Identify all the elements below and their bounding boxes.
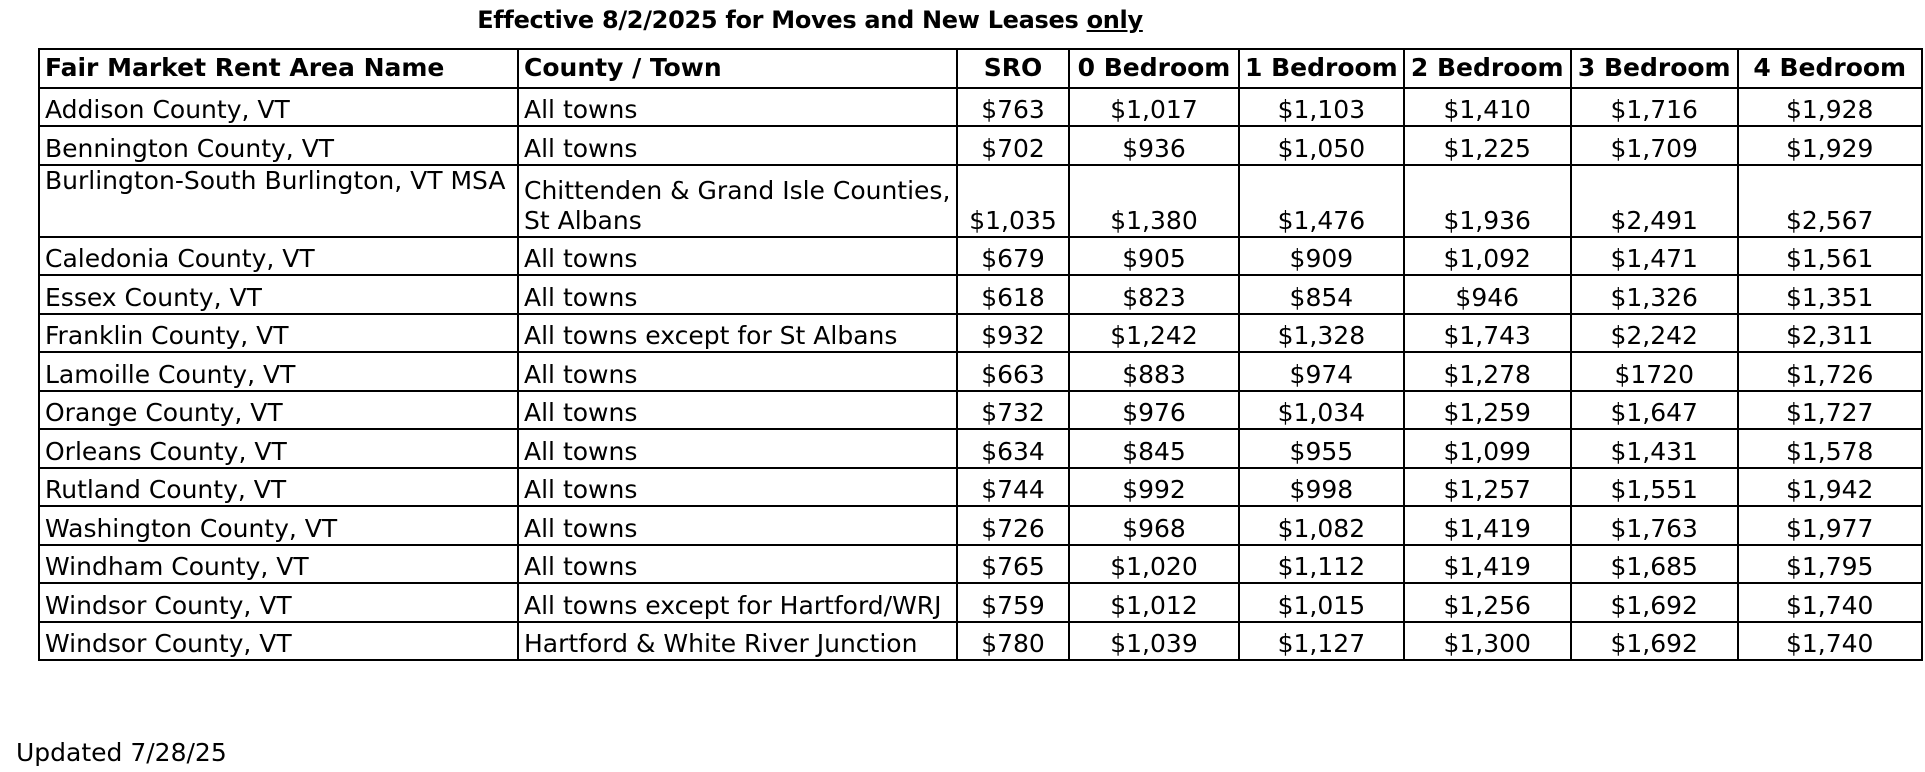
- 1-bedroom-rent-cell: $1,328: [1239, 314, 1404, 353]
- 1-bedroom-rent-cell: $1,476: [1239, 165, 1404, 237]
- 1-bedroom-rent-cell: $1,034: [1239, 391, 1404, 430]
- table-row: [39, 275, 1922, 314]
- 3-bedroom-rent-cell: $1,685: [1571, 545, 1738, 584]
- county-town-cell: All towns: [518, 506, 957, 545]
- county-town-cell: All towns except for St Albans: [518, 314, 957, 353]
- 3-bedroom-rent-cell: $1,647: [1571, 391, 1738, 430]
- 0-bedroom-rent-cell: $976: [1069, 391, 1239, 430]
- table-row: [39, 429, 1922, 468]
- 1-bedroom-rent-cell: $1,015: [1239, 583, 1404, 622]
- 0-bedroom-rent-cell: $1,380: [1069, 165, 1239, 237]
- 2-bedroom-rent-cell: $1,225: [1404, 126, 1571, 165]
- 0-bedroom-rent-cell: $1,012: [1069, 583, 1239, 622]
- 3-bedroom-rent-cell: $2,491: [1571, 165, 1738, 237]
- 2-bedroom-rent-cell: $1,099: [1404, 429, 1571, 468]
- sro-rent-cell: $763: [957, 88, 1069, 127]
- 4-bedroom-rent-cell: $1,726: [1738, 352, 1922, 391]
- county-town-cell: All towns: [518, 429, 957, 468]
- 4-bedroom-rent-cell: $2,311: [1738, 314, 1922, 353]
- 1-bedroom-rent-cell: $1,050: [1239, 126, 1404, 165]
- county-town-cell: Hartford & White River Junction: [518, 622, 957, 661]
- county-town-cell: [518, 165, 957, 237]
- area-name-cell: Franklin County, VT: [39, 314, 518, 353]
- county-town-cell: All towns except for Hartford/WRJ: [518, 583, 957, 622]
- 1-bedroom-rent-cell: $998: [1239, 468, 1404, 507]
- 4-bedroom-rent-cell: $1,740: [1738, 583, 1922, 622]
- header-3-bedroom: 3 Bedroom: [1571, 49, 1738, 88]
- 1-bedroom-rent-cell: $955: [1239, 429, 1404, 468]
- 1-bedroom-rent-cell: $974: [1239, 352, 1404, 391]
- 0-bedroom-rent-cell: $1,039: [1069, 622, 1239, 661]
- sro-rent-cell: $780: [957, 622, 1069, 661]
- 1-bedroom-rent-cell: $1,103: [1239, 88, 1404, 127]
- table-row: [39, 165, 1922, 237]
- 0-bedroom-rent-cell: $936: [1069, 126, 1239, 165]
- 0-bedroom-rent-cell: $823: [1069, 275, 1239, 314]
- 4-bedroom-rent-cell: $1,351: [1738, 275, 1922, 314]
- sro-rent-cell: $732: [957, 391, 1069, 430]
- county-town-line-1: Chittenden & Grand Isle Counties,: [524, 175, 951, 205]
- 3-bedroom-rent-cell: $1,692: [1571, 583, 1738, 622]
- area-name-cell: Essex County, VT: [39, 275, 518, 314]
- area-name-cell: Burlington-South Burlington, VT MSA: [39, 165, 518, 237]
- table-row: [39, 391, 1922, 430]
- 3-bedroom-rent-cell: $1,716: [1571, 88, 1738, 127]
- 3-bedroom-rent-cell: $1,763: [1571, 506, 1738, 545]
- county-town-cell: All towns: [518, 468, 957, 507]
- table-row: [39, 88, 1922, 127]
- 0-bedroom-rent-cell: $1,020: [1069, 545, 1239, 584]
- sro-rent-cell: $663: [957, 352, 1069, 391]
- 0-bedroom-rent-cell: $845: [1069, 429, 1239, 468]
- area-name-cell: Addison County, VT: [39, 88, 518, 127]
- county-town-cell: All towns: [518, 352, 957, 391]
- 1-bedroom-rent-cell: $854: [1239, 275, 1404, 314]
- 4-bedroom-rent-cell: $1,740: [1738, 622, 1922, 661]
- 0-bedroom-rent-cell: $1,242: [1069, 314, 1239, 353]
- 1-bedroom-rent-cell: $1,127: [1239, 622, 1404, 661]
- table-row: [39, 583, 1922, 622]
- header-2-bedroom: 2 Bedroom: [1404, 49, 1571, 88]
- sro-rent-cell: $765: [957, 545, 1069, 584]
- sro-rent-cell: $1,035: [957, 165, 1069, 237]
- 2-bedroom-rent-cell: $1,257: [1404, 468, 1571, 507]
- 0-bedroom-rent-cell: $883: [1069, 352, 1239, 391]
- 2-bedroom-rent-cell: $1,743: [1404, 314, 1571, 353]
- area-name-cell: Orleans County, VT: [39, 429, 518, 468]
- table-row: [39, 314, 1922, 353]
- 3-bedroom-rent-cell: $2,242: [1571, 314, 1738, 353]
- header-1-bedroom: 1 Bedroom: [1239, 49, 1404, 88]
- 3-bedroom-rent-cell: $1,709: [1571, 126, 1738, 165]
- 3-bedroom-rent-cell: $1,471: [1571, 237, 1738, 276]
- title-prefix: Effective 8/2/2025 for Moves and New Leases: [477, 6, 1087, 34]
- 3-bedroom-rent-cell: $1,326: [1571, 275, 1738, 314]
- 3-bedroom-rent-cell: $1,551: [1571, 468, 1738, 507]
- area-name-cell: Orange County, VT: [39, 391, 518, 430]
- 4-bedroom-rent-cell: $1,795: [1738, 545, 1922, 584]
- county-town-line-2: St Albans: [524, 205, 642, 235]
- area-name-cell: Windham County, VT: [39, 545, 518, 584]
- header-4-bedroom: 4 Bedroom: [1738, 49, 1922, 88]
- sro-rent-cell: $679: [957, 237, 1069, 276]
- 2-bedroom-rent-cell: $1,278: [1404, 352, 1571, 391]
- table-row: [39, 468, 1922, 507]
- 4-bedroom-rent-cell: $1,977: [1738, 506, 1922, 545]
- 1-bedroom-rent-cell: $1,082: [1239, 506, 1404, 545]
- table-row: [39, 622, 1922, 661]
- sro-rent-cell: $932: [957, 314, 1069, 353]
- title-emphasis: only: [1086, 6, 1143, 34]
- sro-rent-cell: $744: [957, 468, 1069, 507]
- 4-bedroom-rent-cell: $1,727: [1738, 391, 1922, 430]
- header-sro: SRO: [957, 49, 1069, 88]
- 2-bedroom-rent-cell: $1,419: [1404, 506, 1571, 545]
- header-county-town: County / Town: [518, 49, 957, 88]
- updated-date: Updated 7/28/25: [16, 738, 227, 767]
- 2-bedroom-rent-cell: $1,092: [1404, 237, 1571, 276]
- 2-bedroom-rent-cell: $1,256: [1404, 583, 1571, 622]
- 4-bedroom-rent-cell: $1,928: [1738, 88, 1922, 127]
- sro-rent-cell: $702: [957, 126, 1069, 165]
- area-name-cell: Lamoille County, VT: [39, 352, 518, 391]
- area-name-cell: Washington County, VT: [39, 506, 518, 545]
- table-row: [39, 352, 1922, 391]
- sro-rent-cell: $726: [957, 506, 1069, 545]
- county-town-cell: All towns: [518, 545, 957, 584]
- table-header-row: [39, 49, 1922, 88]
- 0-bedroom-rent-cell: $905: [1069, 237, 1239, 276]
- county-town-cell: All towns: [518, 126, 957, 165]
- area-name-cell: Windsor County, VT: [39, 583, 518, 622]
- 3-bedroom-rent-cell: $1720: [1571, 352, 1738, 391]
- 1-bedroom-rent-cell: $1,112: [1239, 545, 1404, 584]
- area-name-cell: Windsor County, VT: [39, 622, 518, 661]
- sro-rent-cell: $634: [957, 429, 1069, 468]
- 3-bedroom-rent-cell: $1,692: [1571, 622, 1738, 661]
- sro-rent-cell: $759: [957, 583, 1069, 622]
- header-area-name: Fair Market Rent Area Name: [39, 49, 518, 88]
- county-town-cell: All towns: [518, 88, 957, 127]
- county-town-cell: All towns: [518, 391, 957, 430]
- table-row: [39, 237, 1922, 276]
- 0-bedroom-rent-cell: $1,017: [1069, 88, 1239, 127]
- 4-bedroom-rent-cell: $1,942: [1738, 468, 1922, 507]
- page-title: [0, 6, 1620, 34]
- header-0-bedroom: 0 Bedroom: [1069, 49, 1239, 88]
- county-town-cell: All towns: [518, 237, 957, 276]
- 3-bedroom-rent-cell: $1,431: [1571, 429, 1738, 468]
- area-name-cell: Rutland County, VT: [39, 468, 518, 507]
- 2-bedroom-rent-cell: $1,300: [1404, 622, 1571, 661]
- table-row: [39, 506, 1922, 545]
- area-name-cell: Bennington County, VT: [39, 126, 518, 165]
- 0-bedroom-rent-cell: $968: [1069, 506, 1239, 545]
- 2-bedroom-rent-cell: $1,419: [1404, 545, 1571, 584]
- table-row: [39, 545, 1922, 584]
- 2-bedroom-rent-cell: $1,259: [1404, 391, 1571, 430]
- area-name-cell: Caledonia County, VT: [39, 237, 518, 276]
- 2-bedroom-rent-cell: $1,410: [1404, 88, 1571, 127]
- 4-bedroom-rent-cell: $1,561: [1738, 237, 1922, 276]
- 4-bedroom-rent-cell: $1,578: [1738, 429, 1922, 468]
- sro-rent-cell: $618: [957, 275, 1069, 314]
- county-town-cell: All towns: [518, 275, 957, 314]
- fair-market-rent-table: [38, 48, 1923, 661]
- 2-bedroom-rent-cell: $1,936: [1404, 165, 1571, 237]
- 0-bedroom-rent-cell: $992: [1069, 468, 1239, 507]
- 2-bedroom-rent-cell: $946: [1404, 275, 1571, 314]
- table-row: [39, 126, 1922, 165]
- 4-bedroom-rent-cell: $2,567: [1738, 165, 1922, 237]
- 4-bedroom-rent-cell: $1,929: [1738, 126, 1922, 165]
- 1-bedroom-rent-cell: $909: [1239, 237, 1404, 276]
